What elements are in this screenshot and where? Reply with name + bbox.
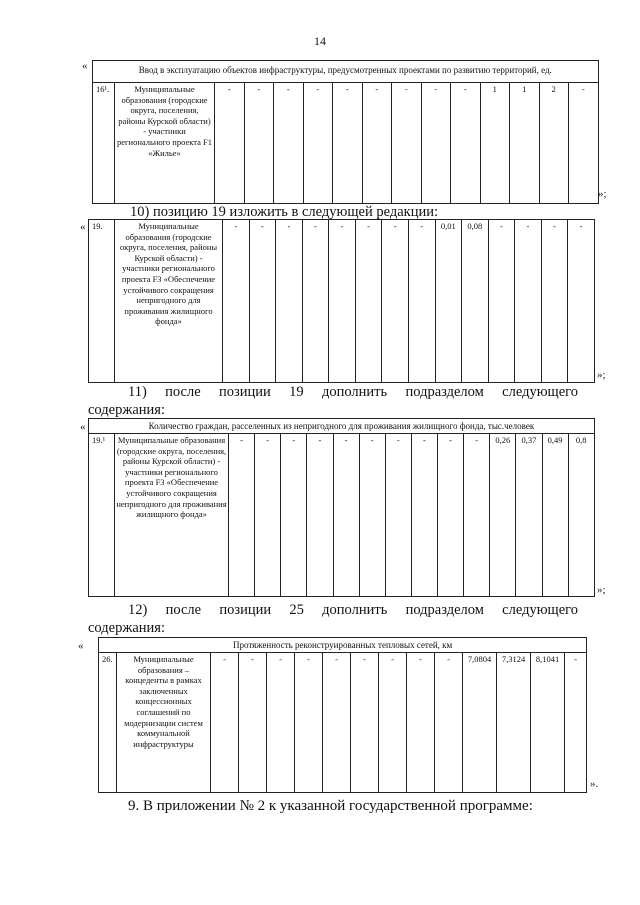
table-infrastructure bbox=[92, 60, 599, 204]
value-cell: - bbox=[355, 220, 382, 383]
value-cell: - bbox=[385, 434, 411, 597]
row-name: Муниципальные образования (городские округа, поселения, районы Курской области) - участники регионального проекта F3 «Обеспечение устойчивого сокращения непригодного для проживания жилищного фонда» bbox=[115, 220, 223, 383]
value-cell: - bbox=[411, 434, 437, 597]
row-number: 26. bbox=[99, 653, 117, 793]
table-row bbox=[89, 434, 595, 597]
value-cell: - bbox=[244, 83, 274, 204]
value-cell: - bbox=[333, 434, 359, 597]
value-cell: - bbox=[569, 83, 599, 204]
value-cell: - bbox=[488, 220, 515, 383]
closing-quote: ». bbox=[590, 778, 599, 790]
value-cell: - bbox=[382, 220, 409, 383]
value-cell: - bbox=[303, 83, 333, 204]
value-cell: - bbox=[215, 83, 245, 204]
value-cell: - bbox=[565, 653, 587, 793]
value-cell: - bbox=[329, 220, 356, 383]
value-cell: - bbox=[229, 434, 255, 597]
value-cell: - bbox=[515, 220, 542, 383]
paragraph-12-line-2: содержания: bbox=[88, 620, 166, 636]
value-cell: 0,01 bbox=[435, 220, 462, 383]
value-cell: 8,1041 bbox=[531, 653, 565, 793]
value-cell: 1 bbox=[480, 83, 510, 204]
value-cell: - bbox=[464, 434, 490, 597]
value-cell: - bbox=[302, 220, 329, 383]
opening-quote: « bbox=[80, 221, 86, 233]
row-number: 19.¹ bbox=[89, 434, 115, 597]
value-cell: 0,49 bbox=[542, 434, 568, 597]
value-cell: - bbox=[255, 434, 281, 597]
value-cell: 0,37 bbox=[516, 434, 542, 597]
value-cell: - bbox=[274, 83, 304, 204]
paragraph-11-line-2: содержания: bbox=[88, 402, 166, 418]
value-cell: - bbox=[421, 83, 451, 204]
value-cell: 0,26 bbox=[490, 434, 516, 597]
table-header: Количество граждан, расселенных из непригодного для проживания жилищного фонда, тыс.человек bbox=[89, 419, 595, 434]
value-cell: 2 bbox=[539, 83, 569, 204]
value-cell: 1 bbox=[510, 83, 540, 204]
value-cell: - bbox=[379, 653, 407, 793]
row-number: 16¹. bbox=[93, 83, 115, 204]
opening-quote: « bbox=[82, 60, 88, 72]
value-cell: - bbox=[295, 653, 323, 793]
table-header: Ввод в эксплуатацию объектов инфраструктуры, предусмотренных проектами по развитию территорий, ед. bbox=[93, 61, 599, 83]
value-cell: - bbox=[267, 653, 295, 793]
value-cell: - bbox=[249, 220, 276, 383]
value-cell: - bbox=[223, 220, 250, 383]
table-header: Протяженность реконструированных тепловых сетей, км bbox=[99, 638, 587, 653]
value-cell: - bbox=[276, 220, 303, 383]
value-cell: 7,0804 bbox=[463, 653, 497, 793]
row-name: Муниципальные образования – концеденты в рамках заключенных концессионных соглашений по модернизации систем коммунальной инфраструктуры bbox=[117, 653, 211, 793]
value-cell: - bbox=[435, 653, 463, 793]
value-cell: - bbox=[541, 220, 568, 383]
row-name: Муниципальные образования (городские округа, поселения, районы Курской области) - участники регионального проекта F3 «Обеспечение устойчивого сокращения непригодного для проживания жилищного фонда» bbox=[115, 434, 229, 597]
table-row bbox=[89, 220, 595, 383]
value-cell: 0,8 bbox=[568, 434, 594, 597]
value-cell: 7,3124 bbox=[497, 653, 531, 793]
value-cell: - bbox=[568, 220, 595, 383]
value-cell: - bbox=[408, 220, 435, 383]
value-cell: - bbox=[239, 653, 267, 793]
closing-quote: »; bbox=[598, 188, 607, 200]
value-cell: - bbox=[362, 83, 392, 204]
closing-quote: »; bbox=[597, 369, 606, 381]
paragraph-11-line-1: 11) после позиции 19 дополнить подразделом следующего bbox=[128, 384, 578, 400]
table-heating-networks bbox=[98, 637, 587, 793]
value-cell: - bbox=[281, 434, 307, 597]
value-cell: - bbox=[323, 653, 351, 793]
value-cell: - bbox=[407, 653, 435, 793]
value-cell: - bbox=[451, 83, 481, 204]
row-number: 19. bbox=[89, 220, 115, 383]
row-name: Муниципальные образования (городские округа, поселения, районы Курской области) - участники регионального проекта F1 «Жилье» bbox=[115, 83, 215, 204]
table-position-19 bbox=[88, 219, 595, 383]
opening-quote: « bbox=[80, 421, 86, 433]
table-row bbox=[93, 83, 599, 204]
table-resettled-citizens bbox=[88, 418, 595, 597]
closing-quote: »; bbox=[597, 584, 606, 596]
table-row bbox=[99, 653, 587, 793]
page-number: 14 bbox=[314, 34, 326, 48]
paragraph-9: 9. В приложении № 2 к указанной государственной программе: bbox=[128, 798, 533, 814]
value-cell: - bbox=[351, 653, 379, 793]
paragraph-12-line-1: 12) после позиции 25 дополнить подразделом следующего bbox=[128, 602, 578, 618]
paragraph-10: 10) позицию 19 изложить в следующей редакции: bbox=[130, 204, 439, 220]
value-cell: - bbox=[438, 434, 464, 597]
value-cell: - bbox=[211, 653, 239, 793]
opening-quote: « bbox=[78, 640, 84, 652]
value-cell: 0,08 bbox=[462, 220, 489, 383]
value-cell: - bbox=[333, 83, 363, 204]
value-cell: - bbox=[392, 83, 422, 204]
value-cell: - bbox=[359, 434, 385, 597]
value-cell: - bbox=[307, 434, 333, 597]
